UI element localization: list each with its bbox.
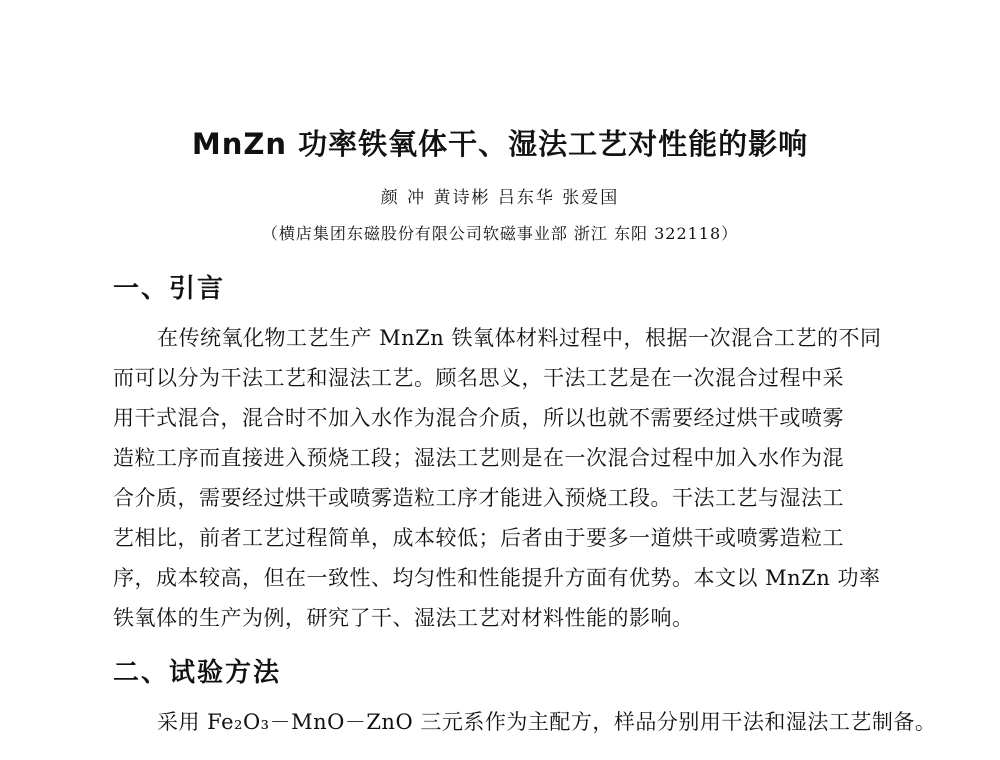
paragraph-line: 在传统氧化物工艺生产 MnZn 铁氧体材料过程中，根据一次混合工艺的不同: [157, 326, 882, 350]
paragraph-line: 铁氧体的生产为例，研究了干、湿法工艺对材料性能的影响。: [113, 606, 694, 630]
paragraph-line: 造粒工序而直接进入预烧工段；湿法工艺则是在一次混合过程中加入水作为混: [113, 446, 844, 470]
paragraph-line: 采用 Fe₂O₃－MnO－ZnO 三元系作为主配方，样品分别用干法和湿法工艺制备。: [157, 710, 937, 734]
paragraph-line: 艺相比，前者工艺过程简单，成本较低；后者由于要多一道烘干或喷雾造粒工: [113, 526, 844, 550]
affiliation: （横店集团东磁股份有限公司软磁事业部 浙江 东阳 322118）: [261, 224, 739, 243]
section-heading-introduction: 一、引言: [113, 274, 226, 304]
method-paragraph: [113, 702, 937, 742]
introduction-paragraph: [113, 318, 888, 638]
paper-title: MnZn 功率铁氧体干、湿法工艺对性能的影响: [191, 127, 809, 161]
authors: 颜 冲 黄诗彬 吕东华 张爱国: [380, 188, 620, 208]
section-heading-method: 二、试验方法: [113, 658, 282, 688]
paragraph-line: 序，成本较高，但在一致性、均匀性和性能提升方面有优势。本文以 MnZn 功率: [113, 566, 881, 590]
paragraph-line: 而可以分为干法工艺和湿法工艺。顾名思义，干法工艺是在一次混合过程中采: [113, 366, 844, 390]
paragraph-line: 用干式混合，混合时不加入水作为混合介质，所以也就不需要经过烘干或喷雾: [113, 406, 844, 430]
paragraph-line: 合介质，需要经过烘干或喷雾造粒工序才能进入预烧工段。干法工艺与湿法工: [113, 486, 844, 510]
